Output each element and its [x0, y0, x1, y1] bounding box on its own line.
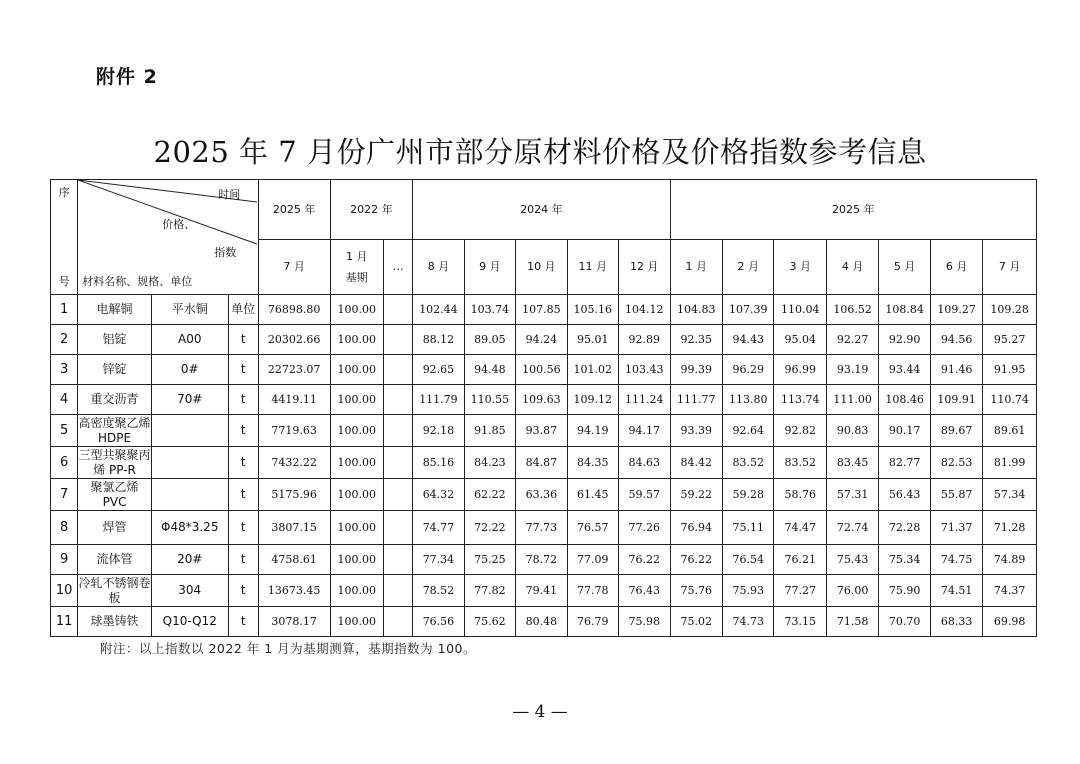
- material-unit: t: [228, 355, 258, 385]
- index-2025-value: 74.75: [930, 545, 982, 575]
- attachment-label: 附件 2: [96, 66, 158, 88]
- index-2025-value: 99.39: [670, 355, 722, 385]
- index-2024-value: 102.44: [413, 295, 464, 325]
- index-2024-value: 94.17: [619, 415, 671, 447]
- index-2025-value: 92.90: [879, 325, 930, 355]
- index-2025-value: 82.77: [879, 447, 930, 479]
- index-2025-value: 57.34: [983, 479, 1037, 511]
- index-2024-value: 76.22: [619, 545, 671, 575]
- base-index-value: 100.00: [330, 545, 383, 575]
- index-2025-value: 90.83: [826, 415, 878, 447]
- index-2025-value: 70.70: [879, 607, 930, 637]
- material-unit: t: [228, 325, 258, 355]
- index-2024-value: 92.65: [413, 355, 464, 385]
- index-2025-value: 75.02: [670, 607, 722, 637]
- index-2024-value: 103.74: [464, 295, 515, 325]
- price-value: 7719.63: [258, 415, 330, 447]
- row-number: 3: [51, 355, 78, 385]
- material-name: 焊管: [78, 511, 152, 545]
- material-name: 流体管: [78, 545, 152, 575]
- material-spec: 304: [151, 575, 228, 607]
- row-number: 11: [51, 607, 78, 637]
- row-number: 4: [51, 385, 78, 415]
- ellipsis-cell: [383, 415, 412, 447]
- price-value: 3078.17: [258, 607, 330, 637]
- month-2024-header: 8 月: [413, 239, 464, 294]
- material-spec: Φ48*3.25: [151, 511, 228, 545]
- index-2025-value: 106.52: [826, 295, 878, 325]
- index-2024-value: 62.22: [464, 479, 515, 511]
- index-2025-value: 72.74: [826, 511, 878, 545]
- corner-material: 材料名称、规格、单位: [82, 275, 193, 288]
- material-spec: [151, 447, 228, 479]
- index-2025-value: 77.27: [774, 575, 826, 607]
- index-2025-value: 93.39: [670, 415, 722, 447]
- index-2025-value: 92.35: [670, 325, 722, 355]
- index-2024-value: 111.79: [413, 385, 464, 415]
- index-2024-value: 109.63: [516, 385, 567, 415]
- index-2024-value: 84.63: [619, 447, 671, 479]
- index-2024-value: 76.57: [567, 511, 618, 545]
- index-2024-value: 77.82: [464, 575, 515, 607]
- index-2025-value: 59.28: [723, 479, 774, 511]
- index-2025-value: 104.83: [670, 295, 722, 325]
- price-value: 4419.11: [258, 385, 330, 415]
- index-2025-value: 94.43: [723, 325, 774, 355]
- index-2025-value: 75.76: [670, 575, 722, 607]
- ellipsis-header: …: [383, 239, 412, 294]
- index-2024-value: 76.79: [567, 607, 618, 637]
- index-2025-value: 113.80: [723, 385, 774, 415]
- page-number: — 4 —: [512, 702, 568, 722]
- index-2025-value: 57.31: [826, 479, 878, 511]
- index-2025-value: 92.82: [774, 415, 826, 447]
- month-2025-header: 3 月: [774, 239, 826, 294]
- index-2024-value: 84.87: [516, 447, 567, 479]
- index-2025-value: 76.21: [774, 545, 826, 575]
- base-index-value: 100.00: [330, 479, 383, 511]
- ellipsis-cell: [383, 575, 412, 607]
- seq-top: 序: [58, 186, 70, 199]
- index-2025-value: 110.04: [774, 295, 826, 325]
- index-2025-value: 72.28: [879, 511, 930, 545]
- seq-header: [51, 180, 78, 295]
- material-unit: t: [228, 545, 258, 575]
- material-spec: [151, 479, 228, 511]
- index-2024-value: 78.52: [413, 575, 464, 607]
- index-2025-value: 94.56: [930, 325, 982, 355]
- material-unit: t: [228, 575, 258, 607]
- price-value: 3807.15: [258, 511, 330, 545]
- index-2024-value: 77.78: [567, 575, 618, 607]
- index-2025-value: 83.52: [723, 447, 774, 479]
- index-2024-value: 78.72: [516, 545, 567, 575]
- table-row: [51, 575, 1037, 607]
- index-2024-value: 77.09: [567, 545, 618, 575]
- material-unit: t: [228, 415, 258, 447]
- corner-index: 指数: [214, 246, 237, 259]
- base-month: 1 月: [345, 249, 368, 263]
- index-2024-value: 89.05: [464, 325, 515, 355]
- index-2025-value: 91.95: [983, 355, 1037, 385]
- index-2025-value: 108.46: [879, 385, 930, 415]
- corner-time: 时间: [218, 188, 241, 201]
- index-2024-value: 110.55: [464, 385, 515, 415]
- month-2024-header: 9 月: [464, 239, 515, 294]
- index-2025-value: 110.74: [983, 385, 1037, 415]
- index-2025-value: 93.44: [879, 355, 930, 385]
- ellipsis-cell: [383, 479, 412, 511]
- index-2024-value: 77.73: [516, 511, 567, 545]
- base-index-value: 100.00: [330, 295, 383, 325]
- ellipsis-cell: [383, 511, 412, 545]
- ellipsis-cell: [383, 325, 412, 355]
- material-spec: 20#: [151, 545, 228, 575]
- ellipsis-cell: [383, 447, 412, 479]
- index-2025-value: 71.37: [930, 511, 982, 545]
- material-name: 球墨铸铁: [78, 607, 152, 637]
- index-2025-value: 76.94: [670, 511, 722, 545]
- year-2025-header: 2025 年: [670, 180, 1036, 240]
- material-unit: t: [228, 511, 258, 545]
- table-row: [51, 545, 1037, 575]
- index-2025-value: 111.00: [826, 385, 878, 415]
- base-index-value: 100.00: [330, 385, 383, 415]
- index-2025-value: 73.15: [774, 607, 826, 637]
- row-number: 2: [51, 325, 78, 355]
- material-unit: t: [228, 447, 258, 479]
- index-2025-value: 107.39: [723, 295, 774, 325]
- index-2024-value: 109.12: [567, 385, 618, 415]
- index-2024-value: 84.35: [567, 447, 618, 479]
- row-number: 6: [51, 447, 78, 479]
- month-2025-header: 1 月: [670, 239, 722, 294]
- month-2025-header: 4 月: [826, 239, 878, 294]
- index-2024-value: 61.45: [567, 479, 618, 511]
- index-2025-value: 69.98: [983, 607, 1037, 637]
- index-2024-value: 64.32: [413, 479, 464, 511]
- index-2025-value: 108.84: [879, 295, 930, 325]
- index-2025-value: 113.74: [774, 385, 826, 415]
- base-label: 基期: [345, 270, 368, 284]
- material-spec: 70#: [151, 385, 228, 415]
- table-row: [51, 295, 1037, 325]
- index-2024-value: 103.43: [619, 355, 671, 385]
- index-2025-value: 81.99: [983, 447, 1037, 479]
- index-2024-value: 104.12: [619, 295, 671, 325]
- index-2025-value: 109.28: [983, 295, 1037, 325]
- index-2025-value: 56.43: [879, 479, 930, 511]
- index-2025-value: 59.22: [670, 479, 722, 511]
- month-2025-header: 6 月: [930, 239, 982, 294]
- table-row: [51, 607, 1037, 637]
- index-2025-value: 92.27: [826, 325, 878, 355]
- base-index-value: 100.00: [330, 607, 383, 637]
- month-2025-header: 5 月: [879, 239, 930, 294]
- index-2025-value: 96.99: [774, 355, 826, 385]
- table-row: [51, 355, 1037, 385]
- year-2022-header: 2022 年: [330, 180, 413, 240]
- index-2025-value: 74.51: [930, 575, 982, 607]
- table-row: [51, 479, 1037, 511]
- price-value: 4758.61: [258, 545, 330, 575]
- index-2025-value: 75.43: [826, 545, 878, 575]
- index-2025-value: 96.29: [723, 355, 774, 385]
- row-number: 1: [51, 295, 78, 325]
- index-2024-value: 94.19: [567, 415, 618, 447]
- price-value: 20302.66: [258, 325, 330, 355]
- row-number: 9: [51, 545, 78, 575]
- index-2024-value: 100.56: [516, 355, 567, 385]
- month-2024-header: 12 月: [619, 239, 671, 294]
- document-title: 2025 年 7 月份广州市部分原材料价格及价格指数参考信息: [153, 135, 927, 169]
- index-2024-value: 74.77: [413, 511, 464, 545]
- index-2024-value: 91.85: [464, 415, 515, 447]
- index-2025-value: 55.87: [930, 479, 982, 511]
- year-2025-price-header: 2025 年: [258, 180, 330, 240]
- index-2025-value: 71.28: [983, 511, 1037, 545]
- base-index-value: 100.00: [330, 325, 383, 355]
- index-2024-value: 75.62: [464, 607, 515, 637]
- index-2024-value: 95.01: [567, 325, 618, 355]
- index-2024-value: 59.57: [619, 479, 671, 511]
- base-period-header: [330, 239, 383, 294]
- base-index-value: 100.00: [330, 511, 383, 545]
- index-2025-value: 109.91: [930, 385, 982, 415]
- index-2025-value: 76.00: [826, 575, 878, 607]
- price-value: 5175.96: [258, 479, 330, 511]
- index-2024-value: 72.22: [464, 511, 515, 545]
- index-2024-value: 92.18: [413, 415, 464, 447]
- index-2024-value: 77.34: [413, 545, 464, 575]
- index-2024-value: 77.26: [619, 511, 671, 545]
- index-2025-value: 90.17: [879, 415, 930, 447]
- price-index-table: [50, 179, 1037, 637]
- index-2025-value: 89.61: [983, 415, 1037, 447]
- material-spec: Q10-Q12: [151, 607, 228, 637]
- index-2024-value: 84.23: [464, 447, 515, 479]
- material-spec: 0#: [151, 355, 228, 385]
- price-value: 76898.80: [258, 295, 330, 325]
- ellipsis-cell: [383, 385, 412, 415]
- base-index-value: 100.00: [330, 447, 383, 479]
- index-2025-value: 75.34: [879, 545, 930, 575]
- index-2024-value: 93.87: [516, 415, 567, 447]
- table-row: [51, 415, 1037, 447]
- month-2024-header: 11 月: [567, 239, 618, 294]
- material-name: 铝锭: [78, 325, 152, 355]
- material-name: 高密度聚乙烯 HDPE: [78, 416, 151, 445]
- material-unit: t: [228, 607, 258, 637]
- index-2024-value: 75.98: [619, 607, 671, 637]
- index-2025-value: 82.53: [930, 447, 982, 479]
- seq-bottom: 号: [58, 274, 70, 288]
- index-2024-value: 92.89: [619, 325, 671, 355]
- material-name: 电解铜: [78, 295, 152, 325]
- index-2025-value: 84.42: [670, 447, 722, 479]
- row-number: 8: [51, 511, 78, 545]
- index-2024-value: 79.41: [516, 575, 567, 607]
- row-number: 7: [51, 479, 78, 511]
- index-2025-value: 74.47: [774, 511, 826, 545]
- corner-price: 价格、: [162, 218, 196, 231]
- table-row: [51, 511, 1037, 545]
- index-2025-value: 71.58: [826, 607, 878, 637]
- index-2025-value: 76.54: [723, 545, 774, 575]
- ellipsis-cell: [383, 355, 412, 385]
- price-value: 13673.45: [258, 575, 330, 607]
- month-2025-header: 7 月: [983, 239, 1037, 294]
- index-2024-value: 75.25: [464, 545, 515, 575]
- material-unit: t: [228, 479, 258, 511]
- index-2025-value: 91.46: [930, 355, 982, 385]
- material-name: 锌锭: [78, 355, 152, 385]
- index-2025-value: 74.89: [983, 545, 1037, 575]
- index-2024-value: 94.48: [464, 355, 515, 385]
- row-number: 5: [51, 415, 78, 447]
- index-2025-value: 74.37: [983, 575, 1037, 607]
- index-2024-value: 63.36: [516, 479, 567, 511]
- material-name: 聚氯乙烯 PVC: [78, 479, 152, 511]
- index-2025-value: 109.27: [930, 295, 982, 325]
- table-row: [51, 385, 1037, 415]
- month-2025-header: 2 月: [723, 239, 774, 294]
- index-2025-value: 95.04: [774, 325, 826, 355]
- index-2024-value: 85.16: [413, 447, 464, 479]
- index-2025-value: 75.90: [879, 575, 930, 607]
- index-2025-value: 58.76: [774, 479, 826, 511]
- ellipsis-cell: [383, 545, 412, 575]
- index-2025-value: 93.19: [826, 355, 878, 385]
- material-spec: 平水铜: [151, 295, 228, 325]
- price-value: 22723.07: [258, 355, 330, 385]
- year-2024-header: 2024 年: [413, 180, 670, 240]
- material-name: 冷轧不锈钢卷板: [78, 576, 151, 605]
- base-index-value: 100.00: [330, 355, 383, 385]
- base-index-value: 100.00: [330, 575, 383, 607]
- ellipsis-cell: [383, 607, 412, 637]
- ellipsis-cell: [383, 295, 412, 325]
- material-name: 三型共聚聚丙烯 PP-R: [78, 448, 151, 477]
- row-number: 10: [51, 575, 78, 607]
- index-2024-value: 76.43: [619, 575, 671, 607]
- index-2025-value: 68.33: [930, 607, 982, 637]
- index-2024-value: 107.85: [516, 295, 567, 325]
- material-spec: A00: [151, 325, 228, 355]
- month-2024-header: 10 月: [516, 239, 567, 294]
- index-2025-value: 95.27: [983, 325, 1037, 355]
- index-2025-value: 89.67: [930, 415, 982, 447]
- index-2025-value: 83.52: [774, 447, 826, 479]
- index-2024-value: 111.24: [619, 385, 671, 415]
- material-name: 重交沥青: [78, 385, 152, 415]
- index-2024-value: 80.48: [516, 607, 567, 637]
- material-spec: [151, 415, 228, 447]
- base-index-value: 100.00: [330, 415, 383, 447]
- index-2024-value: 101.02: [567, 355, 618, 385]
- corner-header: [78, 180, 259, 295]
- footnote: 附注：以上指数以 2022 年 1 月为基期测算，基期指数为 100。: [100, 641, 476, 656]
- index-2024-value: 88.12: [413, 325, 464, 355]
- index-2025-value: 75.93: [723, 575, 774, 607]
- index-2024-value: 105.16: [567, 295, 618, 325]
- index-2025-value: 83.45: [826, 447, 878, 479]
- table-row: [51, 447, 1037, 479]
- index-2025-value: 74.73: [723, 607, 774, 637]
- index-2025-value: 75.11: [723, 511, 774, 545]
- table-row: [51, 325, 1037, 355]
- index-2024-value: 76.56: [413, 607, 464, 637]
- index-2024-value: 94.24: [516, 325, 567, 355]
- material-unit: t: [228, 385, 258, 415]
- index-2025-value: 76.22: [670, 545, 722, 575]
- price-month-header: 7 月: [258, 239, 330, 294]
- price-value: 7432.22: [258, 447, 330, 479]
- material-unit: 单位: [228, 295, 258, 325]
- index-2025-value: 111.77: [670, 385, 722, 415]
- index-2025-value: 92.64: [723, 415, 774, 447]
